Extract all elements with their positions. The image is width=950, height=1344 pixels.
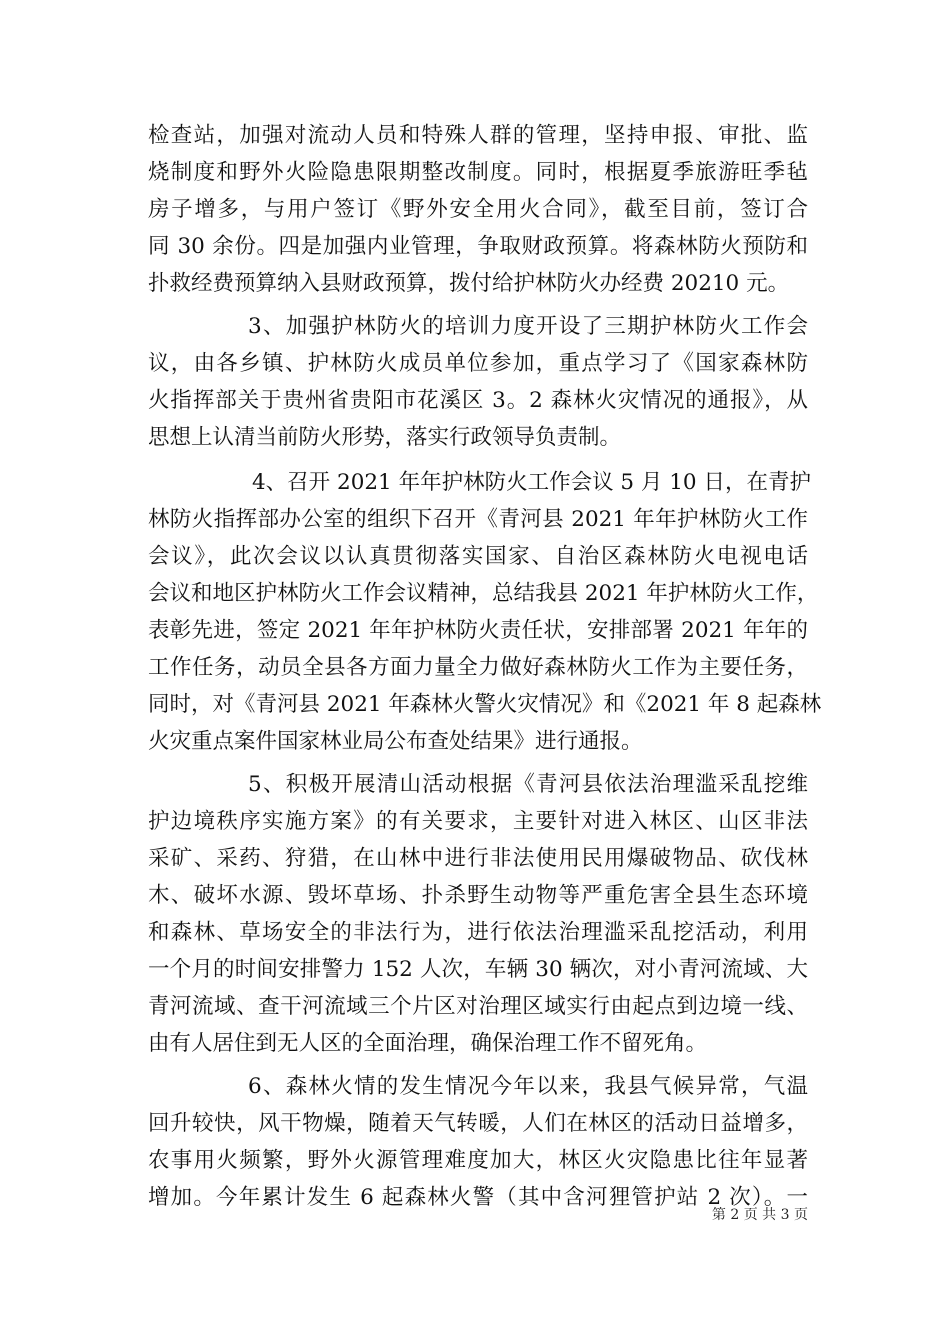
paragraph-5-line-3: 采矿、采药、狩猎，在山林中进行非法使用民用爆破物品、砍伐林 [148,846,808,871]
paragraph-4-line-8: 火灾重点案件国家林业局公布查处结果》进行通报。 [148,729,643,754]
paragraph-4-line-3: 会议》，此次会议以认真贯彻落实国家、自治区森林防火电视电话 [148,544,808,569]
paragraph-3-line-3: 火指挥部关于贵州省贵阳市花溪区 3。2 森林火灾情况的通报》，从 [148,388,808,413]
paragraph-4-line-7: 同时，对《青河县 2021 年森林火警火灾情况》和《2021 年 8 起森林 [148,692,822,717]
paragraph-4-line-6: 工作任务，动员全县各方面力量全力做好森林防火工作为主要任务， [148,655,808,680]
paragraph-3-line-4: 思想上认清当前防火形势，落实行政领导负责制。 [148,425,622,450]
paragraph-4-line-5: 表彰先进，签定 2021 年年护林防火责任状，安排部署 2021 年年的 [148,618,808,643]
text-line-3: 房子增多，与用户签订《野外安全用火合同》，截至目前，签订合 [148,197,808,222]
paragraph-4-line-1: 4、召开 2021 年年护林防火工作会议 5 月 10 日，在青护 [252,470,811,495]
paragraph-4-line-4: 会议和地区护林防火工作会议精神，总结我县 2021 年护林防火工作， [148,581,819,606]
paragraph-5-line-8: 由有人居住到无人区的全面治理，确保治理工作不留死角。 [148,1031,708,1056]
paragraph-5-line-2: 护边境秩序实施方案》的有关要求，主要针对进入林区、山区非法 [148,809,808,834]
paragraph-5-line-1: 5、积极开展清山活动根据《青河县依法治理滥采乱挖维 [248,772,808,797]
text-line-4: 同 30 余份。四是加强内业管理，争取财政预算。将森林防火预防和 [148,234,808,259]
paragraph-5-line-5: 和森林、草场安全的非法行为，进行依法治理滥采乱挖活动，利用 [148,920,808,945]
paragraph-5-line-7: 青河流域、查干河流域三个片区对治理区域实行由起点到边境一线、 [148,994,808,1019]
page-number-footer: 第 2 页 共 3 页 [711,1207,808,1223]
text-line-5: 扑救经费预算纳入县财政预算，拨付给护林防火办经费 20210 元。 [148,271,790,296]
paragraph-6-line-1: 6、森林火情的发生情况今年以来，我县气候异常，气温 [248,1074,808,1099]
paragraph-5-line-6: 一个月的时间安排警力 152 人次，车辆 30 辆次，对小青河流域、大 [148,957,808,982]
paragraph-5-line-4: 木、破坏水源、毁坏草场、扑杀野生动物等严重危害全县生态环境 [148,883,808,908]
paragraph-6-line-3: 农事用火频繁，野外火源管理难度加大，林区火灾隐患比往年显著 [148,1148,808,1173]
text-line-1: 检查站，加强对流动人员和特殊人群的管理，坚持申报、审批、监 [148,123,808,148]
paragraph-3-line-1: 3、加强护林防火的培训力度开设了三期护林防火工作会 [248,314,808,339]
text-line-2: 烧制度和野外火险隐患限期整改制度。同时，根据夏季旅游旺季毡 [148,160,808,185]
paragraph-4-line-2: 林防火指挥部办公室的组织下召开《青河县 2021 年年护林防火工作 [148,507,808,532]
paragraph-6-line-2: 回升较快，风干物燥，随着天气转暖，人们在林区的活动日益增多， [148,1111,808,1136]
paragraph-3-line-2: 议，由各乡镇、护林防火成员单位参加，重点学习了《国家森林防 [148,351,808,376]
paragraph-6-line-4: 增加。今年累计发生 6 起森林火警（其中含河狸管护站 2 次）。一 [148,1185,808,1210]
